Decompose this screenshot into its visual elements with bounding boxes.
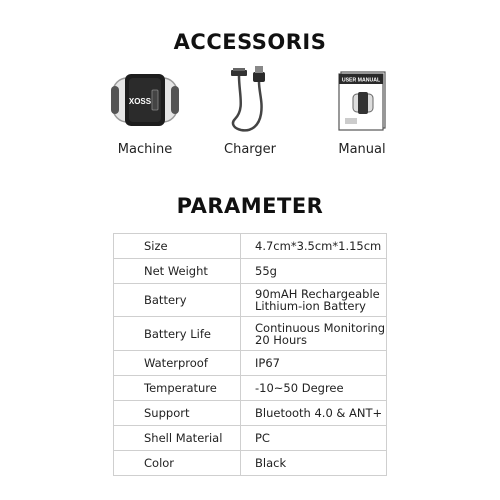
table-row — [114, 317, 387, 351]
table-row — [114, 451, 387, 476]
table-row — [114, 284, 387, 317]
param-key: Size — [114, 234, 241, 259]
table-row — [114, 426, 387, 451]
param-value: Continuous Monitoring 20 Hours — [241, 317, 387, 351]
param-value: Bluetooth 4.0 & ANT+ — [241, 401, 387, 426]
param-key: Battery Life — [114, 317, 241, 351]
param-value: 90mAH Rechargeable Lithium-ion Battery — [241, 284, 387, 317]
manual-cover-text: USER MANUAL — [341, 77, 381, 84]
param-value: Black — [241, 451, 387, 476]
param-value: 4.7cm*3.5cm*1.15cm — [241, 234, 387, 259]
accessory-label: Machine — [117, 142, 173, 157]
param-key: Net Weight — [114, 259, 241, 284]
parameter-heading: PARAMETER — [176, 194, 324, 218]
usb-charger-cable-icon — [215, 64, 285, 136]
parameter-table — [113, 233, 387, 476]
param-key: Support — [114, 401, 241, 426]
table-row — [114, 234, 387, 259]
param-value: -10~50 Degree — [241, 376, 387, 401]
accessory-label: Charger — [224, 142, 276, 157]
table-row — [114, 376, 387, 401]
table-row — [114, 351, 387, 376]
heart-rate-armband-icon — [110, 64, 180, 136]
user-manual-booklet-icon — [327, 64, 397, 136]
param-key: Temperature — [114, 376, 241, 401]
param-value: 55g — [241, 259, 387, 284]
param-value: IP67 — [241, 351, 387, 376]
param-key: Color — [114, 451, 241, 476]
accessories-heading: ACCESSORIS — [173, 30, 327, 54]
param-key: Battery — [114, 284, 241, 317]
accessory-label: Manual — [338, 142, 386, 157]
accessory-manual — [297, 64, 427, 157]
param-value: PC — [241, 426, 387, 451]
accessory-charger — [185, 64, 315, 157]
table-row — [114, 401, 387, 426]
brand-logo: XOSS — [128, 97, 152, 106]
param-key: Shell Material — [114, 426, 241, 451]
param-key: Waterproof — [114, 351, 241, 376]
table-row — [114, 259, 387, 284]
